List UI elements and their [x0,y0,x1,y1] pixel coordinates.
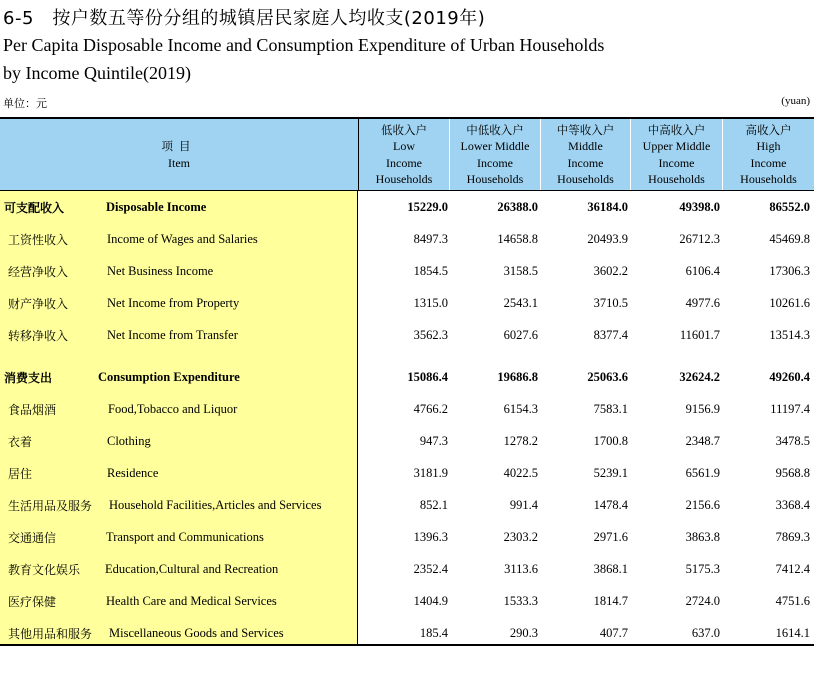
header-col-en2: Income [567,155,604,170]
row-label-cn: 经营净收入 [8,264,69,279]
row-value: 4022.5 [503,465,538,480]
row-value: 10261.6 [769,295,810,310]
row-label-en: Clothing [107,433,151,448]
row-value: 2303.2 [503,529,538,544]
row-value: 3181.9 [413,465,448,480]
row-label-cn: 可支配收入 [4,200,65,215]
row-label-en: Miscellaneous Goods and Services [109,625,284,640]
row-value: 991.4 [509,497,538,512]
row-value: 3868.1 [593,561,628,576]
table-title-cn: 6-5 按户数五等份分组的城镇居民家庭人均收支(2019年) [3,8,486,29]
row-value: 36184.0 [587,199,628,214]
row-value: 637.0 [691,625,720,640]
row-value: 3562.3 [413,327,448,342]
row-value: 49260.4 [769,369,810,384]
data-table [0,117,814,646]
row-value: 3158.5 [503,263,538,278]
header-col-en1: Low [393,139,415,153]
row-value: 5239.1 [593,465,628,480]
header-col-en2: Income [750,155,787,170]
header-col-lower-middle [450,119,541,190]
row-label-cn: 医疗保健 [8,594,57,609]
header-col-en3: Households [466,172,524,186]
row-label-cn: 财产净收入 [8,296,69,311]
table-bottom-rule [0,644,814,646]
row-value: 26712.3 [679,231,720,246]
row-value: 6154.3 [503,401,538,416]
row-label-cn: 食品烟酒 [8,402,57,417]
table-row [0,393,814,425]
row-label-cn: 生活用品及服务 [8,498,93,513]
row-value: 3478.5 [775,433,810,448]
row-label-cn: 消费支出 [4,370,53,385]
header-col-en1: High [756,139,781,153]
row-value: 86552.0 [769,199,810,214]
row-label-cn: 居住 [8,466,33,481]
header-col-en3: Households [648,172,705,186]
row-value: 947.3 [419,433,448,448]
row-label-cn: 教育文化娱乐 [8,562,81,577]
header-col-cn: 中低收入户 [466,122,524,137]
header-col-en3: Households [740,172,797,186]
header-col-en3: Households [375,172,433,186]
header-col-en3: Households [557,172,614,186]
row-value: 2543.1 [503,295,538,310]
row-value: 1404.9 [413,593,448,608]
row-value: 6027.6 [503,327,538,342]
row-value: 7412.4 [775,561,810,576]
header-col-cn: 中等收入户 [556,122,615,137]
row-value: 4751.6 [775,593,810,608]
row-label-en: Education,Cultural and Recreation [105,561,279,576]
table-row [0,553,814,585]
row-value: 8497.3 [413,231,448,246]
row-label-en: Net Income from Transfer [107,327,238,342]
table-title-en-line2: by Income Quintile(2019) [3,63,191,83]
row-value: 1533.3 [503,593,538,608]
row-label-cn: 转移净收入 [8,328,69,343]
table-row [0,191,814,223]
header-col-en2: Income [658,155,695,170]
row-value: 15086.4 [407,369,448,384]
row-value: 1478.4 [593,497,628,512]
row-label-en: Health Care and Medical Services [106,593,277,608]
row-value: 2971.6 [593,529,628,544]
table-row [0,255,814,287]
row-value: 3602.2 [593,263,628,278]
row-value: 2156.6 [685,497,720,512]
row-label-en: Consumption Expenditure [98,369,240,384]
header-col-cn: 高收入户 [745,122,792,137]
row-label-cn: 其他用品和服务 [8,626,93,641]
table-row [0,319,814,351]
row-value: 9156.9 [685,401,720,416]
row-value: 9568.8 [775,465,810,480]
row-label-en: Transport and Communications [106,529,264,544]
header-col-upper-middle [631,119,723,190]
unit-label-en: (yuan) [781,95,810,107]
row-label-cn: 工资性收入 [8,232,69,247]
row-value: 4977.6 [685,295,720,310]
unit-label-cn: 单位：元 [3,97,47,110]
row-value: 2348.7 [685,433,720,448]
header-col-low [359,119,450,190]
row-label-en: Disposable Income [106,199,207,214]
row-label-en: Household Facilities,Articles and Services [109,497,322,512]
row-label-cn: 交通通信 [8,530,57,545]
row-value: 2352.4 [413,561,448,576]
row-value: 17306.3 [769,263,810,278]
table-row [0,223,814,255]
row-value: 45469.8 [769,231,810,246]
row-value: 1854.5 [413,263,448,278]
row-value: 185.4 [419,625,448,640]
row-value: 7869.3 [775,529,810,544]
header-col-en1: Middle [568,139,603,153]
row-label-en: Net Business Income [107,263,214,278]
row-value: 2724.0 [685,593,720,608]
row-value: 26388.0 [497,199,538,214]
row-value: 8377.4 [593,327,628,342]
table-title-en-line1: Per Capita Disposable Income and Consumption Expenditure of Urban Households [3,35,605,55]
row-value: 407.7 [599,625,628,640]
row-value: 4766.2 [413,401,448,416]
row-value: 1278.2 [503,433,538,448]
row-value: 1315.0 [413,295,448,310]
table-row [0,425,814,457]
table-row [0,287,814,319]
row-value: 852.1 [419,497,448,512]
header-item-cell [0,119,359,190]
row-value: 3863.8 [685,529,720,544]
row-value: 7583.1 [593,401,628,416]
header-col-en1: Lower Middle [460,139,530,153]
header-col-cn: 低收入户 [381,122,427,137]
table-row [0,489,814,521]
header-col-cn: 中高收入户 [647,122,706,137]
header-item-en: Item [168,155,190,170]
table-row [0,457,814,489]
row-value: 3368.4 [775,497,810,512]
row-value: 14658.8 [497,231,538,246]
header-col-en2: Income [477,155,513,170]
row-value: 1614.1 [775,625,810,640]
header-col-high [723,119,814,190]
header-col-middle [541,119,631,190]
row-value: 3113.6 [504,561,538,576]
row-value: 1396.3 [413,529,448,544]
row-value: 15229.0 [407,199,448,214]
row-value: 3710.5 [593,295,628,310]
row-label-cn: 衣着 [8,434,33,449]
header-col-en1: Upper Middle [642,139,711,153]
row-label-en: Net Income from Property [107,295,240,310]
row-value: 25063.6 [587,369,628,384]
row-value: 11601.7 [679,327,720,342]
header-item-cn: 项目 [161,139,197,153]
row-value: 1814.7 [593,593,628,608]
row-value: 11197.4 [770,401,810,416]
row-value: 6561.9 [685,465,720,480]
table-row [0,521,814,553]
row-value: 5175.3 [685,561,720,576]
row-value: 20493.9 [587,231,628,246]
row-value: 49398.0 [679,199,720,214]
row-label-en: Food,Tobacco and Liquor [108,401,238,416]
row-value: 19686.8 [497,369,538,384]
header-col-en2: Income [386,155,422,170]
row-value: 13514.3 [769,327,810,342]
row-value: 6106.4 [685,263,720,278]
table-header [0,119,814,190]
row-value: 32624.2 [679,369,720,384]
row-label-en: Income of Wages and Salaries [107,231,258,246]
row-label-en: Residence [107,465,159,480]
table-row [0,361,814,393]
row-value: 1700.8 [593,433,628,448]
row-value: 290.3 [509,625,538,640]
table-row [0,585,814,617]
